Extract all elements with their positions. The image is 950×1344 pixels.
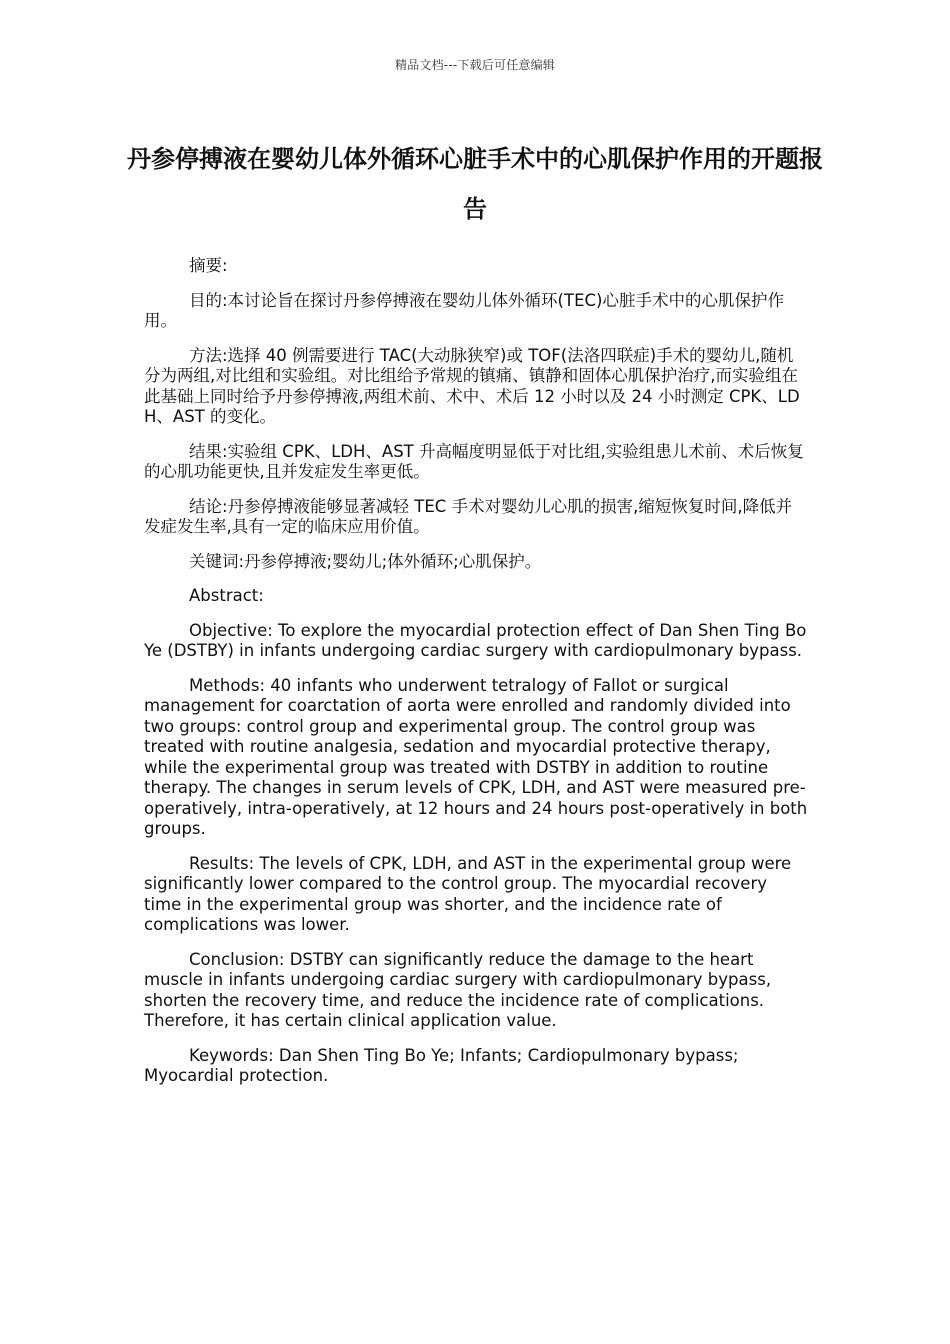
conclusion-paragraph-en: Conclusion: DSTBY can significantly reduce the damage to the heart muscle in infants undergoing cardiac surgery with cardiopulmonary bypass, shorten the recovery time, and reduce the incidence rate of complications. Therefore, it has certain clinical application value. <box>144 949 772 1030</box>
keywords-paragraph-en: Keywords: Dan Shen Ting Bo Ye; Infants; Cardiopulmonary bypass; Myocardial protection. <box>144 1045 739 1085</box>
methods-paragraph-cn: 方法:选择 40 例需要进行 TAC(大动脉狭窄)或 TOF(法洛四联症)手术的婴幼儿,随机分为两组,对比组和实验组。对比组给予常规的镇痛、镇静和固体心肌保护治疗,而实验组在此基础上同时给予丹参停搏液,两组术前、术中、术后 12 小时以及 24 小时测定 CPK、LDH、AST 的变化。 <box>144 345 800 426</box>
conclusion-paragraph-cn: 结论:丹参停搏液能够显著减轻 TEC 手术对婴幼儿心肌的损害,缩短恢复时间,降低并发症发生率,具有一定的临床应用价值。 <box>144 496 793 536</box>
document-title: 丹参停搏液在婴幼儿体外循环心脏手术中的心肌保护作用的开题报告 <box>127 145 823 223</box>
results-paragraph-cn: 结果:实验组 CPK、LDH、AST 升高幅度明显低于对比组,实验组患儿术前、术后恢复的心肌功能更快,且并发症发生率更低。 <box>144 441 804 481</box>
header-note: 精品文档---下载后可任意编辑 <box>395 58 555 72</box>
results-paragraph-en: Results: The levels of CPK, LDH, and AST in the experimental group were significantly lower compared to the control group. The myocardial recovery time in the experimental group was shorter, and the incidence rate of complications was lower. <box>144 853 792 934</box>
abstract-heading-en: Abstract: <box>189 586 264 605</box>
objective-paragraph-en: Objective: To explore the myocardial protection effect of Dan Shen Ting Bo Ye (DSTBY) in infants undergoing cardiac surgery with cardiopulmonary bypass. <box>144 620 807 660</box>
keywords-paragraph-cn: 关键词:丹参停搏液;婴幼儿;体外循环;心肌保护。 <box>189 551 542 571</box>
abstract-heading-cn: 摘要: <box>189 256 228 275</box>
document-body <box>144 256 808 1101</box>
methods-paragraph-en: Methods: 40 infants who underwent tetralogy of Fallot or surgical management for coarctation of aorta were enrolled and randomly divided into two groups: control group and experimental group. The control group was treated with routine analgesia, sedation and myocardial protective therapy, while the experimental group was treated with DSTBY in addition to routine therapy. The changes in serum levels of CPK, LDH, and AST were measured pre-operatively, intra-operatively, at 12 hours and 24 hours post-operatively in both groups. <box>144 675 808 838</box>
objective-paragraph-cn: 目的:本讨论旨在探讨丹参停搏液在婴幼儿体外循环(TEC)心脏手术中的心肌保护作用。 <box>144 290 784 330</box>
